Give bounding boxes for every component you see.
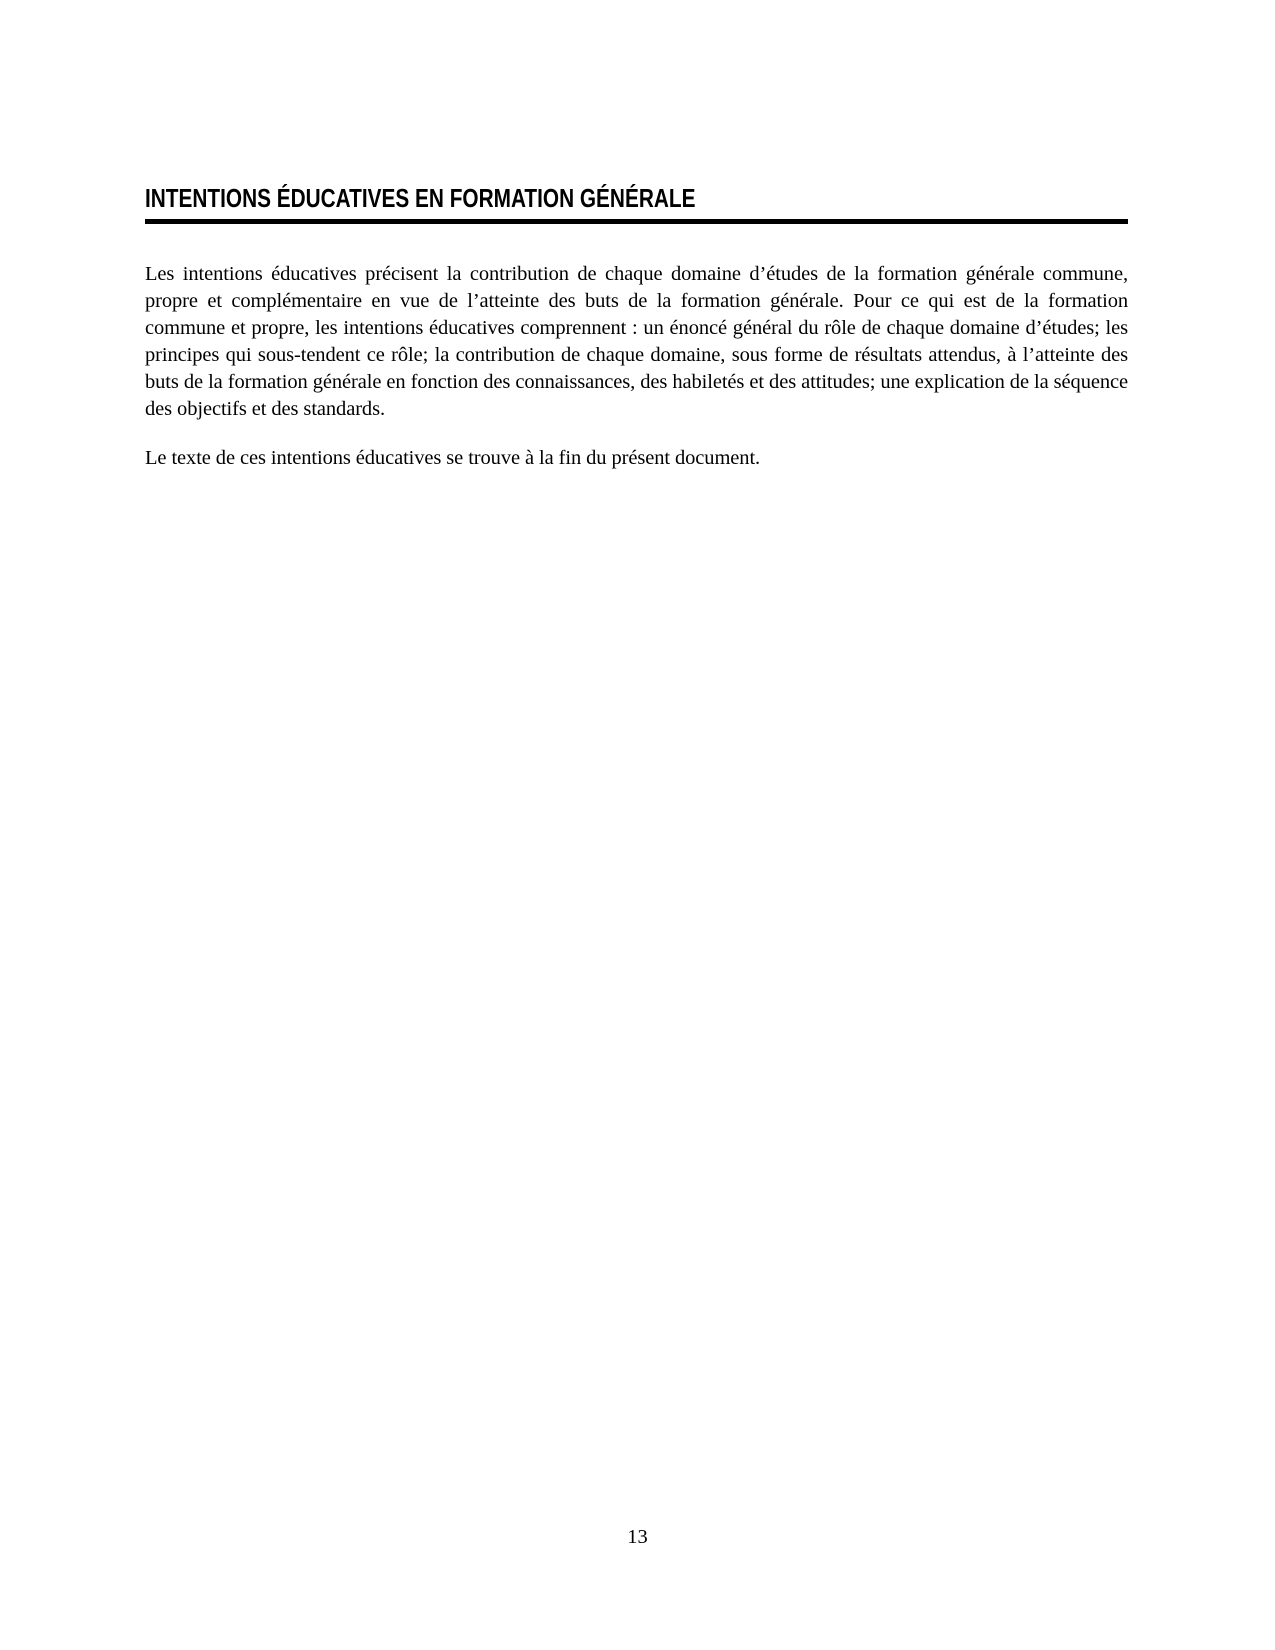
body-paragraph-intentions: Les intentions éducatives précisent la contribution de chaque domaine d’études de la formation générale commune, propre et complémentaire en vue de l’atteinte des buts de la formation générale. Pour ce qui est de la formation commune et propre, les intentions éducatives comprennent : un énoncé général du rôle de chaque domaine d’études; les principes qui sous-tendent ce rôle; la contribution de chaque domaine, sous forme de résultats attendus, à l’atteinte des buts de la formation générale en fonction des connaissances, des habiletés et des attitudes; une explication de la séquence des objectifs et des standards. [145, 263, 1128, 420]
section-heading: INTENTIONS ÉDUCATIVES EN FORMATION GÉNÉRALE [145, 183, 696, 213]
body-paragraph-reference: Le texte de ces intentions éducatives se trouve à la fin du présent document. [145, 447, 761, 469]
heading-rule-divider [145, 219, 1128, 224]
page-number: 13 [627, 1526, 648, 1548]
